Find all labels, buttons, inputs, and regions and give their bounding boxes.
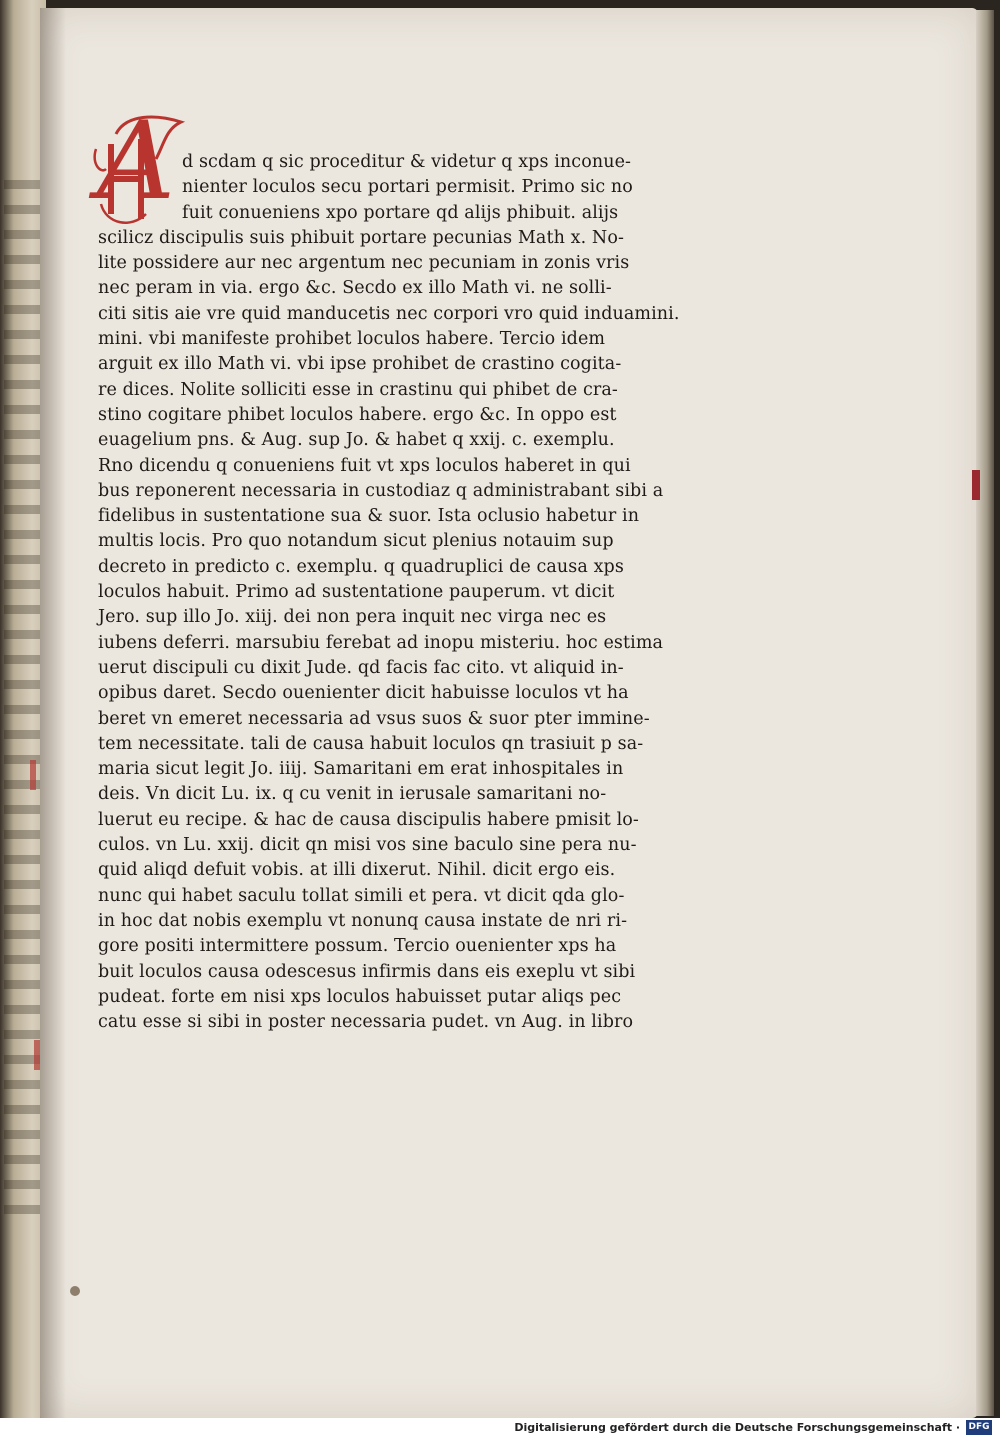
text-line: uerut discipuli cu dixit Jude. qd facis fac cito. vt aliquid in- [98,657,624,678]
manuscript-text-block [98,150,718,1035]
text-line: bus reponerent necessaria in custodiaz q administrabant sibi a [98,480,664,501]
facing-page-rubric-mark [30,760,36,790]
gutter-shadow [40,8,66,1418]
text-line: nunc qui habet saculu tollat simili et pera. vt dicit qda glo- [98,885,625,906]
text-line: arguit ex illo Math vi. vbi ipse prohibet de crastino cogita- [98,354,622,375]
decorated-initial: A [97,99,175,224]
text-line: fidelibus in sustentatione sua & suor. Ista oclusio habetur in [98,506,640,527]
text-line: d scdam q sic proceditur & videtur q xps inconue- [182,152,632,172]
text-line: maria sicut legit Jo. iiij. Samaritani em erat inhospitales in [98,759,624,780]
text-line: scilicz discipulis suis phibuit portare pecunias Math x. No- [98,227,624,248]
text-line: multis locis. Pro quo notandum sicut plenius notauim sup [98,531,614,552]
text-line: catu esse si sibi in poster necessaria pudet. vn Aug. in libro [98,1012,634,1033]
text-line: Jero. sup illo Jo. xiij. dei non pera inquit nec virga nec es [98,607,607,628]
text-line: decreto in predicto c. exemplu. q quadruplici de causa xps [98,556,624,577]
text-line: culos. vn Lu. xxij. dicit qn misi vos sine baculo sine pera nu- [98,835,637,856]
text-line: euagelium pns. & Aug. sup Jo. & habet q xxij. c. exemplu. [98,430,615,451]
text-line: iubens deferri. marsubiu ferebat ad inopu misteriu. hoc estima [98,632,664,653]
red-page-tab [972,470,980,500]
text-line: beret vn emeret necessaria ad vsus suos & suor pter immine- [98,708,650,729]
funding-footer [0,1418,1000,1439]
paper-hole [70,1286,80,1296]
text-line: loculos habuit. Primo ad sustentatione pauperum. vt dicit [98,582,615,603]
text-line: re dices. Nolite solliciti esse in crastinu qui phibet de cra- [98,379,618,400]
text-line: opibus daret. Secdo ouenienter dicit habuisse loculos vt ha [98,683,629,704]
text-line: stino cogitare phibet loculos habere. ergo &c. In oppo est [98,404,617,425]
text-line: pudeat. forte em nisi xps loculos habuisset putar aliqs pec [98,986,622,1007]
page-fore-edge [976,10,994,1416]
text-line: nec peram in via. ergo &c. Secdo ex illo Math vi. ne solli- [98,278,612,299]
text-line: Rno dicendu q conueniens fuit vt xps loculos haberet in qui [98,455,631,476]
text-line: citi sitis aie vre quid manducetis nec corpori vro quid induamini. [98,303,680,324]
dfg-logo: DFG [966,1420,992,1435]
text-line: deis. Vn dicit Lu. ix. q cu venit in ierusale samaritani no- [98,784,607,805]
text-line: fuit conueniens xpo portare qd alijs phibuit. alijs [182,202,619,223]
text-line: quid aliqd defuit vobis. at illi dixerut. Nihil. dicit ergo eis. [98,860,616,881]
funding-credit-text: Digitalisierung gefördert durch die Deutsche Forschungsgemeinschaft · [514,1421,960,1434]
text-line: in hoc dat nobis exemplu vt nonunq causa instate de nri ri- [98,910,628,931]
text-line: buit loculos causa odescesus infirmis dans eis exeplu vt sibi [98,961,636,982]
text-line: nienter loculos secu portari permisit. Primo sic no [182,177,633,198]
text-line: lite possidere aur nec argentum nec pecuniam in zonis vris [98,253,630,274]
text-line: tem necessitate. tali de causa habuit loculos qn trasiuit p sa- [98,733,644,754]
text-line: gore positi intermittere possum. Tercio ouenienter xps ha [98,936,617,957]
text-line: luerut eu recipe. & hac de causa discipulis habere pmisit lo- [98,809,639,830]
text-line: mini. vbi manifeste prohibet loculos habere. Tercio idem [98,329,606,350]
